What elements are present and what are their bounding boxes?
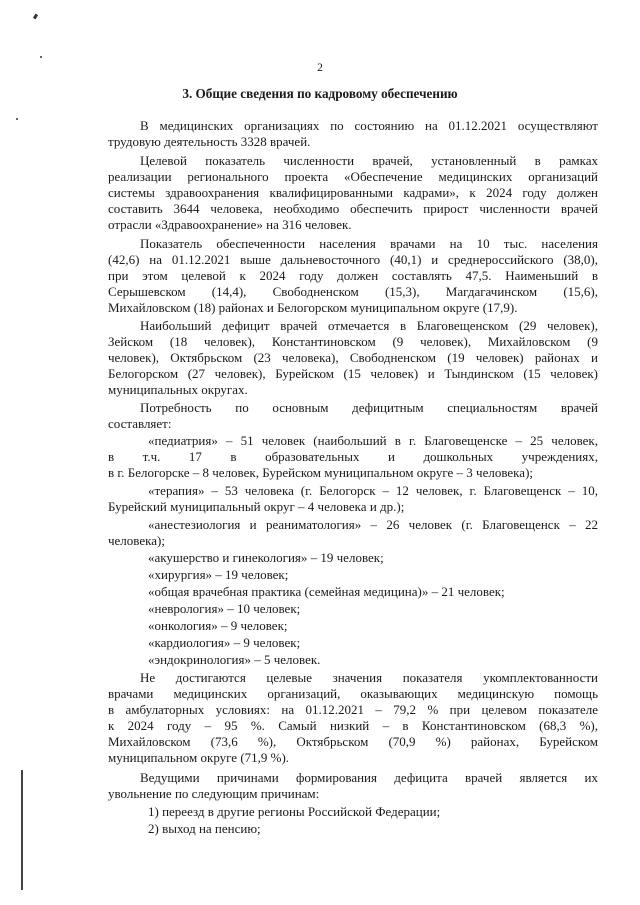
paragraph-4-line: Зейском (18 человек), Константиновском (9 человек), Михайловском (9 [108,334,598,349]
paragraph-2-line: составить 3644 человека, необходимо обеспечить прирост численности врачей [108,201,598,216]
page-number: 2 [317,62,323,74]
specialty-list-item: «хирургия» – 19 человек; [148,567,289,582]
paragraph-4-line: Белогорском (27 человек), Бурейском (15 человек) и Тындинском (15 человек) [108,366,598,381]
specialty-list-item: «акушерство и гинекология» – 19 человек; [148,550,384,565]
paragraph-5-line: Потребность по основным дефицитным специальностям врачей [140,400,598,415]
specialty-line: человека); [108,533,165,548]
paragraph-3-line: Серышевском (14,4), Свободненском (15,3), Магдагачинском (15,6), [108,284,598,299]
specialty-line: «педиатрия» – 51 человек (наибольший в г. Благовещенске – 25 человек, [148,433,598,448]
specialty-list-item: «эндокринология» – 5 человек. [148,652,321,667]
paragraph-3-line: при этом целевой к 2024 году должен составлять 47,5. Наименьший в [108,268,598,283]
specialty-line: в г. Белогорске – 8 человек, Бурейском муниципальном округе – 3 человека); [108,465,534,480]
specialty-list-item: «общая врачебная практика (семейная медицина)» – 21 человек; [148,584,505,599]
paragraph-7-line: увольнение по следующим причинам: [108,786,320,801]
paragraph-6-line: врачами медицинских организаций, оказывающих медицинскую помощь [108,686,598,701]
specialty-line: «терапия» – 53 человека (г. Белогорск – 12 человек, г. Благовещенск – 10, [148,483,598,498]
specialty-line: Бурейский муниципальный округ – 4 человека и др.); [108,499,405,514]
paragraph-6-line: Михайловском (73,6 %), Октябрьском (70,9 %) районах, Бурейском [108,734,598,749]
paragraph-5-line: составляет: [108,416,172,431]
paragraph-4-line: Наибольший дефицит врачей отмечается в Благовещенском (29 человек), [140,318,598,333]
scan-speck [16,118,18,120]
paragraph-4-line: муниципальных округах. [108,382,248,397]
specialty-list-item: «неврология» – 10 человек; [148,601,301,616]
paragraph-2-line: системы здравоохранения квалифицированными кадрами», к 2024 году должен [108,185,598,200]
specialty-list-item: «онкология» – 9 человек; [148,618,288,633]
paragraph-6-line: к 2024 году – 95 %. Самый низкий – в Константиновском (68,3 %), [108,718,598,733]
reason-list-item: 1) переезд в другие регионы Российской Федерации; [148,804,441,819]
specialty-line: в т.ч. 17 в образовательных и дошкольных учреждениях, [108,449,598,464]
paragraph-1-line: трудовую деятельность 3328 врачей. [108,134,311,149]
paragraph-1-line: В медицинских организациях по состоянию на 01.12.2021 осуществляют [140,118,598,133]
section-heading: 3. Общие сведения по кадровому обеспечению [182,86,458,101]
scan-speck [40,56,42,58]
scan-margin-line [21,770,23,890]
paragraph-7-line: Ведущими причинами формирования дефицита врачей является их [140,770,598,785]
scan-speck [33,14,38,20]
paragraph-2-line: Целевой показатель численности врачей, установленный в рамках [140,153,598,168]
paragraph-2-line: отрасли «Здравоохранение» на 316 человек. [108,217,352,232]
paragraph-3-line: (42,6) на 01.12.2021 выше дальневосточного (40,1) и среднероссийского (38,0), [108,252,598,267]
paragraph-3-line: Показатель обеспеченности населения врачами на 10 тыс. населения [140,236,598,251]
specialty-list-item: «кардиология» – 9 человек; [148,635,301,650]
reason-list-item: 2) выход на пенсию; [148,821,261,836]
paragraph-6-line: Не достигаются целевые значения показателя укомплектованности [140,670,598,685]
paragraph-6-line: в амбулаторных условиях: на 01.12.2021 – 79,2 % при целевом показателе [108,702,598,717]
paragraph-3-line: Михайловском (18) районах и Белогорском муниципальном округе (17,9). [108,300,518,315]
paragraph-2-line: реализации регионального проекта «Обеспечение медицинских организаций [108,169,598,184]
paragraph-6-line: муниципальном округе (71,9 %). [108,750,290,765]
paragraph-4-line: человек), Октябрьском (23 человека), Свободненском (19 человек) районах и [108,350,598,365]
specialty-line: «анестезиология и реаниматология» – 26 человек (г. Благовещенск – 22 [148,517,598,532]
